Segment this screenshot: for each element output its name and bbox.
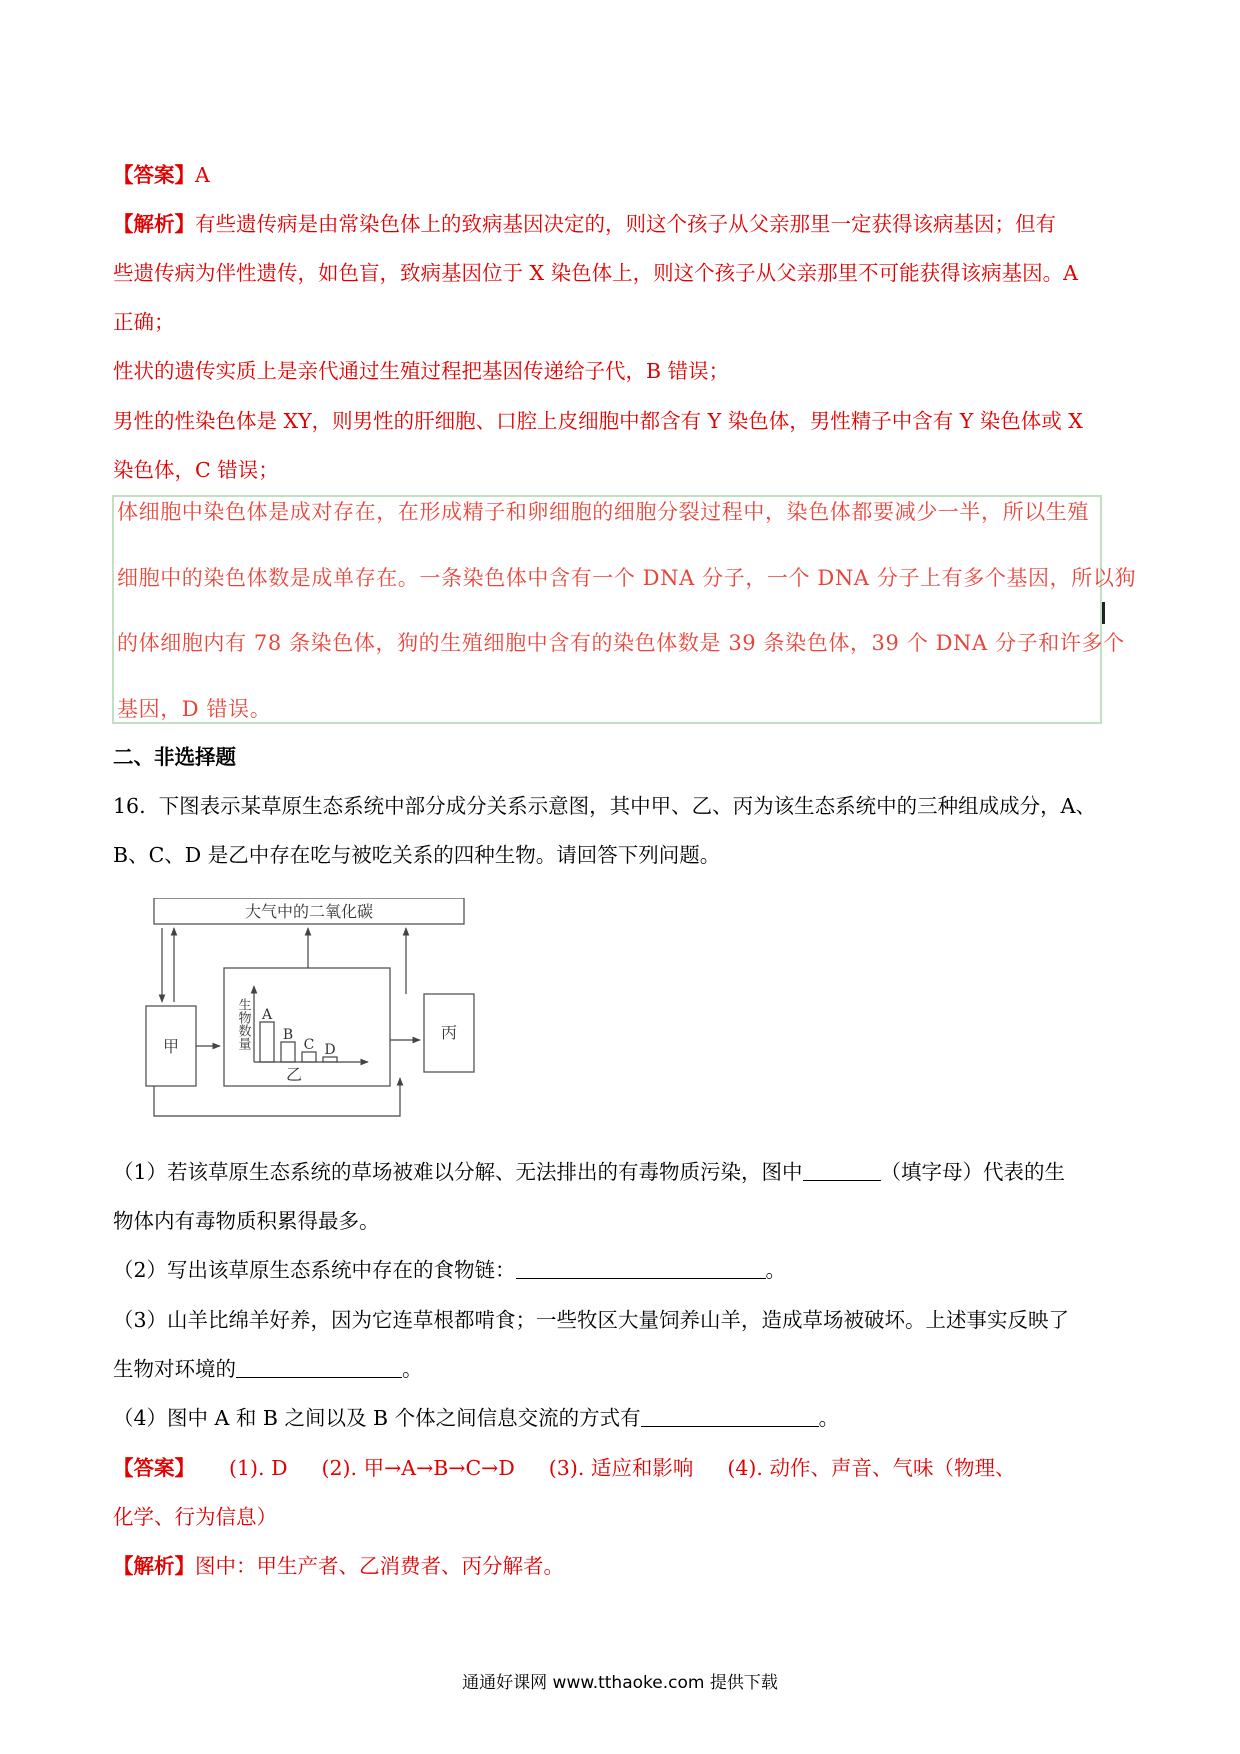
analysis-text-16: 图中：甲生产者、乙消费者、丙分解者。 [195,1554,564,1578]
bar-b [281,1042,295,1062]
question-text: 下图表示某草原生态系统中部分成分关系示意图，其中甲、乙、丙为该生态系统中的三种组成成分，A、 [158,794,1096,818]
analysis-line-4: 性状的遗传实质上是亲代通过生殖过程把基因传递给子代，B 错误； [113,359,730,383]
subquestion-2-text: （2）写出该草原生态系统中存在的食物链： [113,1258,516,1282]
answer-blank-4[interactable] [641,1406,819,1427]
answer-value: A [195,163,210,187]
analysis-line-16 [113,1551,564,1581]
subquestion-3-line-1: （3）山羊比绵羊好养，因为它连草根都啃食；一些牧区大量饲养山羊，造成草场被破坏。上述事实反映了 [113,1308,1070,1332]
answer-blank-3[interactable] [236,1357,402,1378]
atmosphere-co2-label: 大气中的二氧化碳 [244,902,374,921]
subquestion-4-end: 。 [818,1406,840,1430]
subquestion-2 [113,1255,786,1285]
scanned-line-3: 的体细胞内有 78 条染色体，狗的生殖细胞中含有的染色体数是 39 条染色体，39 个 DNA 分子和许多个 [117,631,1125,655]
bar-label-b: B [282,1027,294,1043]
question-line-1 [113,791,1096,821]
analysis-line-6: 染色体，C 错误； [113,458,279,482]
answer-blank-2[interactable] [516,1258,766,1279]
bar-label-a: A [261,1007,273,1023]
label-yi: 乙 [285,1065,303,1084]
answer-item-3: (3). 适应和影响 [548,1456,694,1480]
scanned-line-4: 基因，D 错误。 [117,697,272,721]
scanned-excerpt-box [112,495,1102,724]
question-line-2: B、C、D 是乙中存在吃与被吃关系的四种生物。请回答下列问题。 [113,843,721,867]
bar-c [302,1052,316,1062]
subquestion-1-text: （1）若该草原生态系统的草场被难以分解、无法排出的有毒物质污染，图中 [113,1160,803,1184]
subquestion-1-line-1 [113,1157,1065,1187]
analysis-line-1 [113,209,1056,239]
subquestion-2-end: 。 [765,1258,787,1282]
analysis-line-2: 些遗传病为伴性遗传，如色盲，致病基因位于 X 染色体上，则这个孩子从父亲那里不可能获得该病基因。A [113,261,1078,285]
answer-line-prev [113,160,210,190]
subquestion-4 [113,1403,839,1433]
margin-marker [1102,602,1105,624]
answer-continuation: 化学、行为信息） [113,1505,277,1529]
scanned-line-2: 细胞中的染色体数是成单存在。一条染色体中含有一个 DNA 分子，一个 DNA 分子上有多个基因，所以狗 [117,566,1137,590]
bar-label-c: C [303,1037,315,1053]
analysis-line-3: 正确； [113,310,175,334]
analysis-label: 【解析】 [113,212,195,236]
answer-item-2: (2). 甲→A→B→C→D [321,1456,515,1480]
answer-label-16: 【答案】 [113,1456,195,1480]
answer-item-4: (4). 动作、声音、气味（物理、 [727,1456,1016,1480]
subquestion-3-line-2 [113,1354,423,1384]
analysis-line-5: 男性的性染色体是 XY，则男性的肝细胞、口腔上皮细胞中都含有 Y 染色体，男性精子中含有 Y 染色体或 X [113,409,1083,433]
question-number: 16. [113,794,146,818]
subquestion-1-text-b: （填字母）代表的生 [880,1160,1066,1184]
subquestion-1-line-2: 物体内有毒物质积累得最多。 [113,1209,380,1233]
analysis-label-16: 【解析】 [113,1554,195,1578]
subquestion-3-text: 生物对环境的 [113,1357,236,1381]
subquestion-4-text: （4）图中 A 和 B 之间以及 B 个体之间信息交流的方式有 [113,1406,641,1430]
arrow-jia-to-bing [154,1078,400,1116]
scanned-line-1: 体细胞中染色体是成对存在，在形成精子和卵细胞的细胞分裂过程中，染色体都要减少一半，所以生殖 [117,500,1089,524]
section-title: 二、非选择题 [113,745,236,769]
y-axis-label: 生物数量 [235,998,251,1050]
ecosystem-diagram [140,898,480,1128]
bar-label-d: D [324,1042,336,1058]
label-bing: 丙 [440,1023,458,1042]
answer-item-1: (1). D [229,1456,288,1480]
answer-label: 【答案】 [113,163,195,187]
analysis-text: 有些遗传病是由常染色体上的致病基因决定的，则这个孩子从父亲那里一定获得该病基因；但有 [195,212,1056,236]
answer-line [113,1453,1015,1483]
answer-blank-1[interactable] [803,1160,881,1181]
footer-source: 通通好课网 www.tthaoke.com 提供下载 [462,1673,778,1693]
bar-a [260,1022,274,1062]
subquestion-3-end: 。 [402,1357,423,1381]
label-jia: 甲 [162,1037,180,1056]
